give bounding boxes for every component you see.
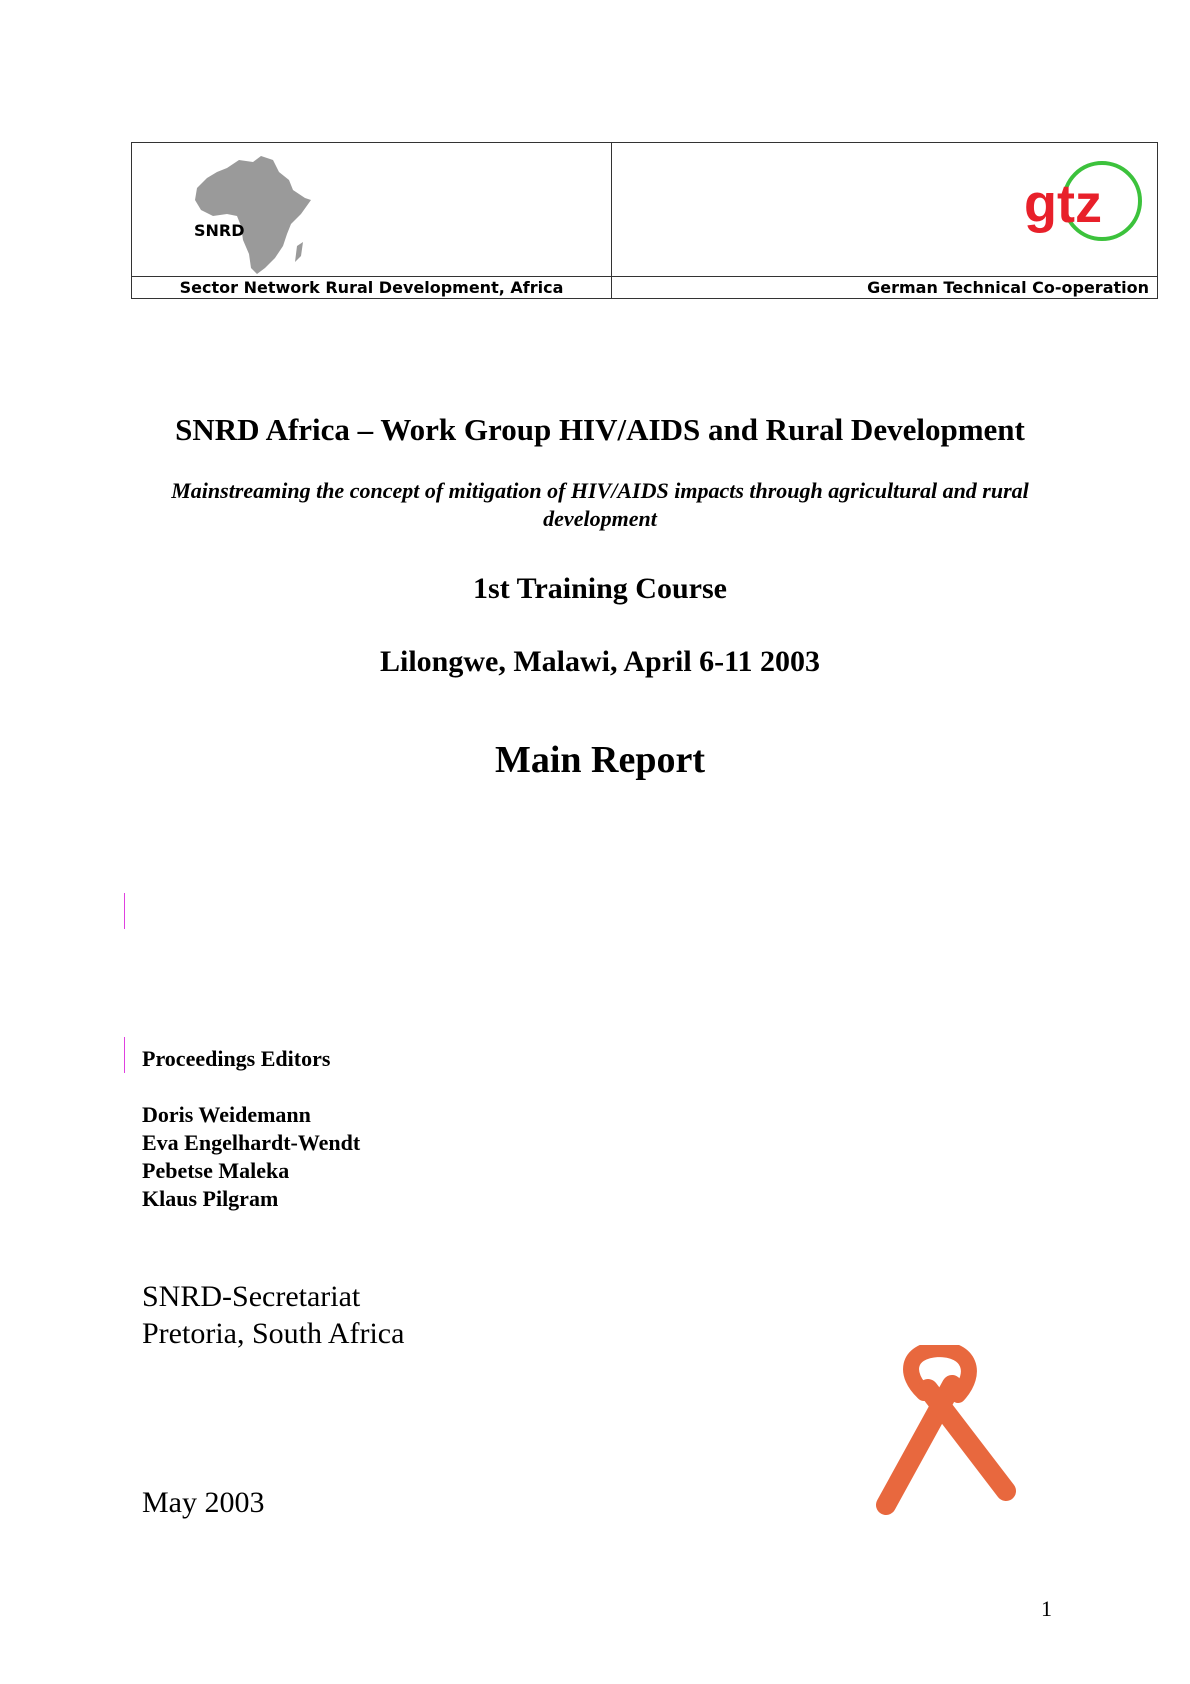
editor-name: Eva Engelhardt-Wendt	[142, 1130, 361, 1155]
left-header-caption: Sector Network Rural Development, Africa	[179, 278, 564, 297]
header-table	[131, 142, 1158, 299]
publisher-location: Pretoria, South Africa	[142, 1317, 405, 1350]
editor-name: Doris Weidemann	[142, 1102, 311, 1127]
africa-map-icon	[187, 150, 317, 278]
margin-change-mark	[124, 1037, 125, 1073]
subtitle: Mainstreaming the concept of mitigation of HIV/AIDS impacts through agricultural and rural development	[171, 478, 1029, 531]
gtz-logo	[1020, 158, 1145, 250]
publication-date: May 2003	[142, 1486, 265, 1519]
publisher-block	[142, 1278, 404, 1352]
snrd-logo-text: SNRD	[194, 221, 245, 240]
report-title: Main Report	[494, 739, 706, 781]
editor-name: Klaus Pilgram	[142, 1186, 279, 1211]
editors-list	[142, 1101, 360, 1213]
margin-change-mark	[124, 893, 125, 929]
publisher-name: SNRD-Secretariat	[142, 1280, 361, 1313]
header-divider	[611, 143, 612, 298]
right-header-caption: German Technical Co-operation	[867, 278, 1149, 297]
aids-ribbon-icon	[866, 1345, 1016, 1515]
gtz-logo-text: gtz	[1024, 174, 1102, 234]
page-number: 1	[1041, 1596, 1052, 1621]
editor-name: Pebetse Maleka	[142, 1158, 290, 1183]
main-heading: SNRD Africa – Work Group HIV/AIDS and Rural Development	[175, 412, 1025, 447]
course-title: 1st Training Course	[473, 572, 727, 605]
location-date: Lilongwe, Malawi, April 6-11 2003	[379, 645, 820, 678]
editors-label: Proceedings Editors	[142, 1046, 331, 1071]
